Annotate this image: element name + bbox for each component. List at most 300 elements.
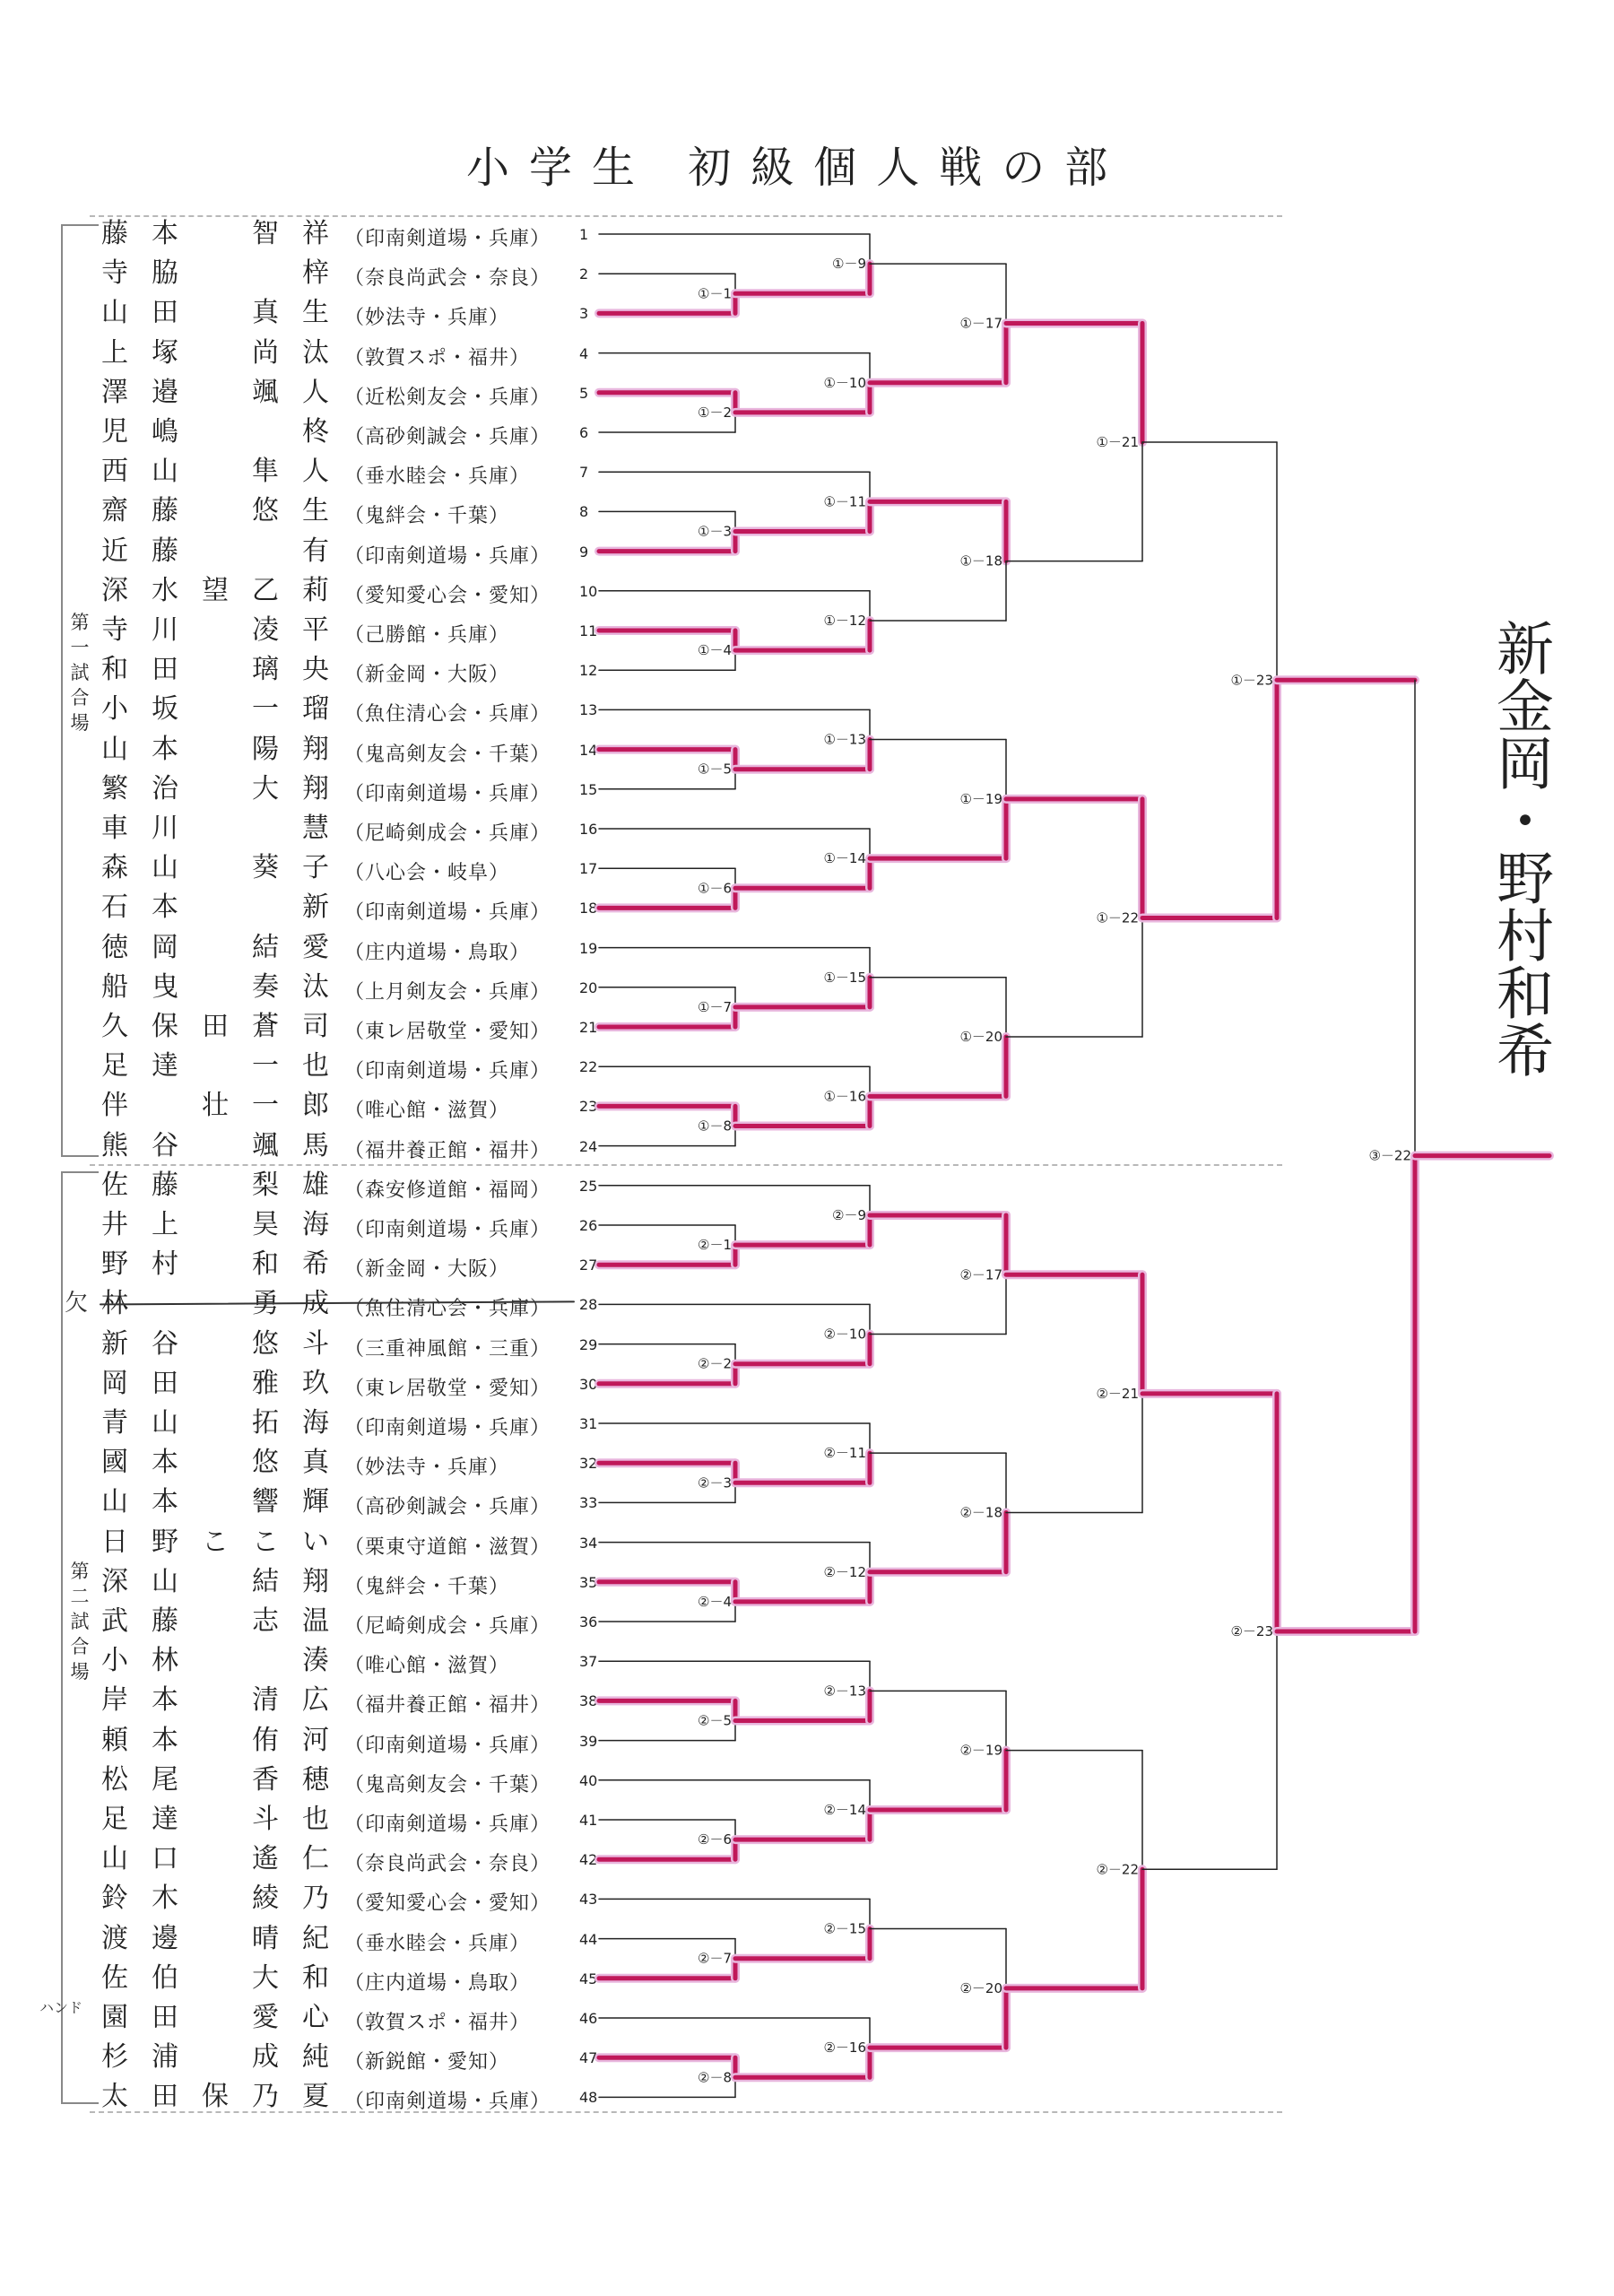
name-char: 勇 <box>252 1288 279 1320</box>
match-label: ①－15 <box>823 969 866 986</box>
name-char: 河 <box>302 1724 329 1756</box>
match-label: ①－21 <box>1096 434 1139 451</box>
entrant-club: （庄内道場・鳥取） <box>344 1971 531 1995</box>
name-char: 慧 <box>302 813 329 844</box>
name-char: 邊 <box>152 1922 178 1954</box>
name-char: 純 <box>302 2041 329 2074</box>
name-char: 藤 <box>152 495 178 527</box>
name-char: 斗 <box>302 1327 329 1360</box>
entrant-number: 8 <box>579 503 589 521</box>
entrant-club: （印南剣道場・兵庫） <box>344 228 551 250</box>
name-char: 深 <box>101 1565 128 1597</box>
entrant-club: （新金岡・大阪） <box>344 1258 510 1282</box>
name-char: 郎 <box>302 1090 329 1122</box>
match-label: ②－20 <box>959 1979 1002 1996</box>
name-char: 心 <box>302 2002 329 2033</box>
name-char: 寺 <box>101 614 128 646</box>
name-char: 浦 <box>152 2041 178 2074</box>
name-char: 汰 <box>302 970 329 1003</box>
entrant-number: 5 <box>579 384 589 402</box>
match-label: ②－8 <box>698 2069 732 2086</box>
name-char: 乃 <box>302 1883 329 1915</box>
name-char: 石 <box>101 891 128 924</box>
match-label: ①－17 <box>959 315 1002 332</box>
name-char: こ <box>202 1526 229 1558</box>
name-char: 一 <box>252 1090 279 1122</box>
name-char: 綾 <box>252 1883 279 1915</box>
name-char: 佐 <box>101 1169 128 1201</box>
entrant-number: 28 <box>579 1296 598 1314</box>
name-char: 温 <box>302 1605 329 1637</box>
entrant-club: （福井養正館・福井） <box>344 1694 551 1718</box>
name-char: 本 <box>152 891 178 924</box>
name-char: 治 <box>152 772 178 804</box>
name-char: 乙 <box>252 574 279 606</box>
name-char: 澤 <box>101 376 128 408</box>
entrant-number: 23 <box>579 1098 598 1116</box>
match-label: ②－21 <box>1096 1385 1139 1402</box>
entrant-club: （印南剣道場・兵庫） <box>344 1734 551 1757</box>
match-label: ①－8 <box>698 1118 732 1135</box>
name-char: 希 <box>302 1248 329 1281</box>
name-char: 車 <box>101 813 128 844</box>
name-char: 塚 <box>152 336 178 369</box>
match-label: ②－10 <box>823 1326 866 1343</box>
name-char: 繁 <box>101 772 128 804</box>
entrant-club: （栗東守道館・滋賀） <box>344 1535 551 1559</box>
entrant-number: 45 <box>579 1970 598 1987</box>
name-char: 輝 <box>302 1486 329 1518</box>
name-char: 晴 <box>252 1922 279 1954</box>
name-char: 翔 <box>302 733 329 765</box>
entrant-number: 9 <box>579 543 589 561</box>
name-char: 齋 <box>101 495 128 527</box>
match-label: ①－22 <box>1096 909 1139 926</box>
name-char: 雅 <box>252 1367 279 1399</box>
court-2-label: 第二試合場 <box>70 1561 90 1683</box>
name-char: 山 <box>101 297 128 329</box>
entrant-number: 41 <box>579 1812 598 1829</box>
name-char: 和 <box>252 1248 279 1281</box>
name-char: 児 <box>101 416 128 448</box>
entrant-club: （印南剣道場・兵庫） <box>344 1813 551 1836</box>
name-char: 達 <box>152 1050 178 1083</box>
name-char: 園 <box>101 2002 128 2033</box>
entrant-number: 13 <box>579 701 598 719</box>
margin-note: ハンド <box>39 1999 83 2016</box>
name-char: 雄 <box>302 1169 329 1201</box>
name-char: 田 <box>202 1011 229 1042</box>
name-char: 山 <box>152 852 178 884</box>
match-label: ①－6 <box>698 880 732 897</box>
name-char: 颯 <box>252 1129 279 1161</box>
name-char: 子 <box>302 852 329 884</box>
name-char: 仁 <box>302 1843 329 1875</box>
name-char: 野 <box>101 1248 128 1281</box>
name-char: 本 <box>152 1486 178 1518</box>
entrant-number: 24 <box>579 1137 598 1155</box>
name-char: 悠 <box>252 495 279 527</box>
entrant-club: （八心会・岐阜） <box>344 862 510 885</box>
name-char: 大 <box>252 772 279 804</box>
name-char: 國 <box>101 1447 128 1479</box>
entrant-club: （鬼高剣友会・千葉） <box>344 743 551 766</box>
name-char: 川 <box>152 813 178 844</box>
name-char: 真 <box>252 297 279 329</box>
entrant-number: 19 <box>579 939 598 957</box>
match-label: ②－19 <box>959 1742 1002 1759</box>
name-char: 保 <box>152 1011 178 1042</box>
match-label: ②－11 <box>823 1445 866 1462</box>
court-1-label: 第一試合場 <box>70 612 90 734</box>
entrant-club: （垂水睦会・兵庫） <box>344 1932 531 1955</box>
entrant-club: （魚住清心会・兵庫） <box>344 703 551 726</box>
name-char: 山 <box>152 1565 178 1597</box>
name-char: 上 <box>152 1209 178 1240</box>
entrant-club: （印南剣道場・兵庫） <box>344 2091 551 2114</box>
name-char: 小 <box>101 693 128 726</box>
name-char: 近 <box>101 535 128 567</box>
entrant-club: （東レ居敬堂・愛知） <box>344 1377 551 1400</box>
name-char: 颯 <box>252 376 279 408</box>
entrant-club: （敦賀スポ・福井） <box>344 346 531 370</box>
name-char: 藤 <box>152 535 178 567</box>
name-char: 結 <box>252 1565 279 1597</box>
entrant-number: 47 <box>579 2049 598 2067</box>
name-char: 央 <box>302 654 329 686</box>
entrant-club: （妙法寺・兵庫） <box>344 1457 510 1480</box>
name-char: 田 <box>152 2081 178 2113</box>
entrant-number: 39 <box>579 1732 598 1750</box>
name-char: 寺 <box>101 257 128 290</box>
name-char: 藤 <box>152 1605 178 1637</box>
entrant-number: 15 <box>579 780 598 798</box>
name-char: 悠 <box>252 1447 279 1479</box>
name-char: 昊 <box>252 1209 279 1240</box>
match-label: ②－1 <box>698 1237 732 1254</box>
name-char: 野 <box>152 1526 178 1558</box>
name-char: 保 <box>202 2081 229 2113</box>
entrant-club: （敦賀スポ・福井） <box>344 2012 531 2034</box>
name-char: 拓 <box>252 1407 279 1439</box>
name-char: 足 <box>101 1804 128 1835</box>
name-char: 西 <box>101 456 128 488</box>
name-char: こ <box>252 1526 279 1558</box>
name-char: 田 <box>152 654 178 686</box>
name-char: 梨 <box>252 1169 279 1201</box>
name-char: 梓 <box>302 257 329 290</box>
match-label: ①－18 <box>959 552 1002 570</box>
entrant-number: 46 <box>579 2010 598 2027</box>
name-char: 夏 <box>302 2081 329 2113</box>
match-label: ①－14 <box>823 850 866 867</box>
match-label: ②－15 <box>823 1920 866 1937</box>
match-label: ②－16 <box>823 2039 866 2057</box>
name-char: 平 <box>302 614 329 646</box>
name-char: 小 <box>101 1645 128 1677</box>
entrant-number: 1 <box>579 226 589 243</box>
match-label: ①－3 <box>698 523 732 540</box>
entrant-club: （奈良尚武会・奈良） <box>344 267 551 291</box>
name-char: 成 <box>252 2041 279 2074</box>
match-label: ①－1 <box>698 285 732 302</box>
entrant-number: 33 <box>579 1494 598 1512</box>
match-label: ②－23 <box>1230 1623 1273 1640</box>
name-char: 足 <box>101 1050 128 1083</box>
match-label: ②－5 <box>698 1712 732 1729</box>
entrant-number: 11 <box>579 622 598 639</box>
name-char: 山 <box>101 1486 128 1518</box>
entrant-number: 10 <box>579 582 598 600</box>
match-label: ②－9 <box>832 1206 866 1223</box>
name-char: 玖 <box>302 1367 329 1399</box>
entrant-club: （鬼高剣友会・千葉） <box>344 1773 551 1796</box>
match-label: ①－7 <box>698 998 732 1015</box>
name-char: 大 <box>252 1961 279 1994</box>
name-char: 莉 <box>302 574 329 606</box>
name-char: 蒼 <box>252 1011 279 1042</box>
entrant-club: （印南剣道場・兵庫） <box>344 1060 551 1083</box>
match-label: ①－20 <box>959 1029 1002 1046</box>
entrant-club: （印南剣道場・兵庫） <box>344 1417 551 1439</box>
name-char: 松 <box>101 1763 128 1796</box>
name-char: 上 <box>101 336 128 369</box>
name-char: 成 <box>302 1288 329 1320</box>
name-char: 佐 <box>101 1961 128 1994</box>
name-char: 口 <box>152 1843 178 1875</box>
name-char: 侑 <box>252 1724 279 1756</box>
name-char: 田 <box>152 297 178 329</box>
entrant-number: 22 <box>579 1058 598 1076</box>
name-char: 本 <box>152 1724 178 1756</box>
name-char: 山 <box>101 1843 128 1875</box>
entrant-number: 43 <box>579 1891 598 1909</box>
name-char: 伴 <box>101 1090 128 1122</box>
entrant-club: （新金岡・大阪） <box>344 664 510 687</box>
name-char: 祥 <box>302 218 329 249</box>
name-char: 生 <box>302 495 329 527</box>
name-char: 也 <box>302 1050 329 1083</box>
entrant-number: 18 <box>579 900 598 918</box>
match-label: ①－16 <box>823 1088 866 1105</box>
name-char: 響 <box>252 1486 279 1518</box>
name-char: 杉 <box>101 2041 128 2074</box>
name-char: 坂 <box>152 693 178 726</box>
withdrawn-strike <box>100 1301 574 1304</box>
name-char: 望 <box>202 574 229 606</box>
entrant-number: 3 <box>579 305 589 323</box>
entrant-number: 27 <box>579 1257 598 1274</box>
match-label: ①－12 <box>823 612 866 629</box>
name-char: 邉 <box>152 376 178 408</box>
entrant-number: 29 <box>579 1335 598 1353</box>
name-char: 水 <box>152 574 178 606</box>
name-char: 鈴 <box>101 1883 128 1915</box>
entrant-club: （東レ居敬堂・愛知） <box>344 1021 551 1043</box>
match-label: ②－3 <box>698 1474 732 1492</box>
entrant-number: 48 <box>579 2089 598 2107</box>
entrant-number: 38 <box>579 1692 598 1710</box>
name-char: 奏 <box>252 970 279 1003</box>
name-char: 頼 <box>101 1724 128 1756</box>
entrant-number: 42 <box>579 1851 598 1869</box>
name-char: 香 <box>252 1763 279 1796</box>
match-label: ②－17 <box>959 1266 1002 1283</box>
entrant-club: （近松剣友会・兵庫） <box>344 386 551 409</box>
name-char: 渡 <box>101 1922 128 1954</box>
entrant-club: （印南剣道場・兵庫） <box>344 782 551 805</box>
entrant-club: （新鋭館・愛知） <box>344 2051 510 2074</box>
name-char: 谷 <box>152 1327 178 1360</box>
name-char: 徳 <box>101 931 128 963</box>
name-char: 脇 <box>152 257 178 290</box>
name-char: 志 <box>252 1605 279 1637</box>
match-label: ①－13 <box>823 731 866 748</box>
match-label: ②－4 <box>698 1593 732 1610</box>
name-char: 田 <box>152 1367 178 1399</box>
name-char: 陽 <box>252 733 279 765</box>
entrant-number: 17 <box>579 860 598 878</box>
name-char: 和 <box>302 1961 329 1994</box>
entrant-club: （愛知愛心会・愛知） <box>344 1892 551 1916</box>
entrant-club: （唯心館・滋賀） <box>344 1100 510 1123</box>
entrant-number: 32 <box>579 1455 598 1473</box>
name-char: 愛 <box>252 2002 279 2033</box>
name-char: 船 <box>101 970 128 1003</box>
entrant-club: （森安修道館・福岡） <box>344 1178 551 1202</box>
page-title: 小学生 初級個人戦の部 <box>466 143 1128 193</box>
name-char: 井 <box>101 1209 128 1240</box>
name-char: 太 <box>101 2081 128 2113</box>
name-char: 山 <box>101 733 128 765</box>
name-char: 武 <box>101 1605 128 1637</box>
name-char: 藤 <box>152 1169 178 1201</box>
match-label: ②－14 <box>823 1801 866 1818</box>
name-char: 也 <box>302 1804 329 1835</box>
name-char: 久 <box>101 1011 128 1042</box>
entrant-club: （上月剣友会・兵庫） <box>344 980 551 1004</box>
name-char: 馬 <box>302 1129 329 1161</box>
name-char: 清 <box>252 1684 279 1717</box>
entrant-club: （奈良尚武会・奈良） <box>344 1853 551 1876</box>
name-char: 青 <box>101 1407 128 1439</box>
name-char: 村 <box>152 1248 178 1281</box>
name-char: 司 <box>302 1011 329 1042</box>
name-char: 本 <box>152 1447 178 1479</box>
match-label: ①－11 <box>823 493 866 510</box>
name-char: 一 <box>252 693 279 726</box>
name-char: 海 <box>302 1209 329 1240</box>
match-label: ②－6 <box>698 1831 732 1848</box>
entrant-number: 35 <box>579 1573 598 1591</box>
entrant-number: 44 <box>579 1930 598 1948</box>
name-char: 本 <box>152 218 178 249</box>
name-char: 乃 <box>252 2081 279 2113</box>
name-char: 紀 <box>302 1922 329 1954</box>
name-char: 熊 <box>101 1129 128 1161</box>
entrant-club: （鬼絆会・千葉） <box>344 1575 510 1598</box>
entrant-club: （己勝館・兵庫） <box>344 624 510 647</box>
entrant-number: 4 <box>579 344 589 362</box>
name-char: 日 <box>101 1526 128 1558</box>
entrant-club: （印南剣道場・兵庫） <box>344 544 551 568</box>
name-char: 藤 <box>101 218 128 249</box>
name-char: 一 <box>252 1050 279 1083</box>
entrant-number: 16 <box>579 821 598 838</box>
entrant-number: 26 <box>579 1217 598 1234</box>
name-char: 深 <box>101 574 128 606</box>
entrant-club: （三重神風館・三重） <box>344 1337 551 1361</box>
entrant-number: 21 <box>579 1019 598 1036</box>
entrant-number: 30 <box>579 1375 598 1393</box>
entrant-number: 36 <box>579 1613 598 1631</box>
name-char: 凌 <box>252 614 279 646</box>
entrant-number: 37 <box>579 1653 598 1671</box>
name-char: 山 <box>152 456 178 488</box>
match-label: ②－7 <box>698 1950 732 1967</box>
name-char: 田 <box>152 2002 178 2033</box>
name-char: 翔 <box>302 1565 329 1597</box>
entrant-number: 25 <box>579 1177 598 1195</box>
name-char: 斗 <box>252 1804 279 1835</box>
entrant-club: （尼崎剣成会・兵庫） <box>344 822 551 845</box>
name-char: 海 <box>302 1407 329 1439</box>
match-label: ①－9 <box>832 256 866 273</box>
entrant-club: （高砂剣誠会・兵庫） <box>344 1496 551 1519</box>
entrant-club: （福井養正館・福井） <box>344 1139 551 1162</box>
entrant-number: 14 <box>579 741 598 759</box>
name-char: 悠 <box>252 1327 279 1360</box>
name-char: 柊 <box>302 416 329 448</box>
name-char: 新 <box>101 1327 128 1360</box>
name-char: 曳 <box>152 970 178 1003</box>
entrant-club: （鬼絆会・千葉） <box>344 505 510 528</box>
name-char: 尾 <box>152 1763 178 1796</box>
entrant-club: （魚住清心会・兵庫） <box>344 1298 551 1321</box>
entrant-number: 2 <box>579 265 589 283</box>
name-char: 森 <box>101 852 128 884</box>
match-label: ②－18 <box>959 1504 1002 1521</box>
entrant-number: 20 <box>579 978 598 996</box>
name-char: 真 <box>302 1447 329 1479</box>
match-label: ①－19 <box>959 790 1002 807</box>
entrant-number: 7 <box>579 464 589 482</box>
name-char: 本 <box>152 733 178 765</box>
entrant-club: （妙法寺・兵庫） <box>344 307 510 330</box>
name-char: 木 <box>152 1883 178 1915</box>
name-char: 山 <box>152 1407 178 1439</box>
name-char: 谷 <box>152 1129 178 1161</box>
name-char: 岡 <box>152 931 178 963</box>
entrant-club: （庄内道場・鳥取） <box>344 941 531 964</box>
name-char: 瑠 <box>302 693 329 726</box>
name-char: 広 <box>302 1684 329 1717</box>
name-char: 尚 <box>252 336 279 369</box>
entrant-club: （印南剣道場・兵庫） <box>344 1219 551 1241</box>
match-label: ②－12 <box>823 1563 866 1580</box>
match-label: ①－10 <box>823 374 866 391</box>
match-label: ②－2 <box>698 1355 732 1372</box>
name-char: 本 <box>152 1684 178 1717</box>
name-char: 林 <box>152 1645 178 1677</box>
winner-note: 新金岡・野村和希 <box>1487 619 1553 1078</box>
name-char: 人 <box>302 376 329 408</box>
final-label: ③－22 <box>1368 1147 1411 1164</box>
name-char: 愛 <box>302 931 329 963</box>
entrant-club: （印南剣道場・兵庫） <box>344 901 551 925</box>
match-label: ②－13 <box>823 1683 866 1700</box>
name-char: 隼 <box>252 456 279 488</box>
